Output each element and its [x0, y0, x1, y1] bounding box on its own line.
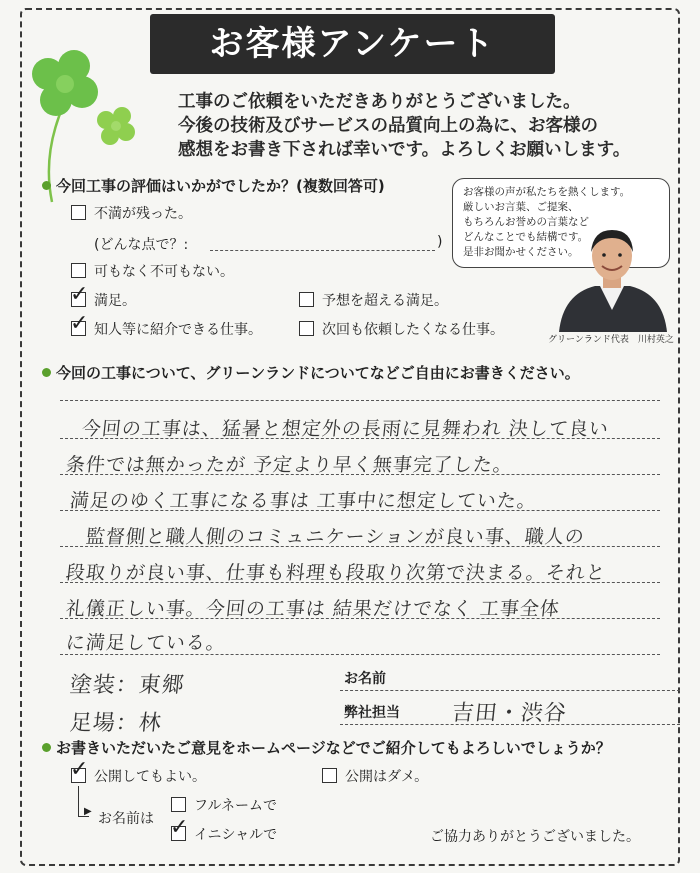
intro-line: 工事のご依頼をいただきありがとうございました。 — [178, 92, 581, 112]
handwritten-line: 礼儀正しい事。今回の工事は 結果だけでなく 工事全体 — [64, 598, 562, 620]
thanks-text: ご協力ありがとうございました。 — [430, 829, 640, 845]
option-label: (どんな点で？: — [94, 237, 189, 253]
bullet-icon — [42, 368, 51, 377]
close-paren: ) — [437, 234, 443, 250]
publish-ok-label: 公開してもよい。 — [94, 769, 206, 785]
handwritten-memo: 塗装：東郷 — [68, 673, 187, 698]
intro-line: 今後の技術及びサービスの品質向上の為に、お客様の — [178, 116, 598, 136]
name-label: お名前 — [344, 671, 386, 687]
check-mark-icon: ✓ — [170, 815, 189, 840]
option-label: 次回も依頼したくなる仕事。 — [322, 322, 504, 338]
option-label: 知人等に紹介できる仕事。 — [94, 322, 262, 338]
check-mark-icon: ✓ — [70, 282, 89, 307]
fullname-label: フルネームで — [194, 798, 278, 814]
representative-photo — [555, 224, 670, 332]
bubble-line: もちろんお誉めの言葉など — [463, 216, 589, 228]
handwritten-line: 監督側と職人側のコミュニケーションが良い事、職人の — [84, 526, 586, 548]
option-checkbox-neutral[interactable] — [71, 263, 86, 278]
bullet-icon — [42, 181, 51, 190]
option-checkbox-dissatisfied[interactable] — [71, 205, 86, 220]
staff-label: 弊社担当 — [344, 705, 400, 721]
q1-heading: 今回工事の評価はいかがでしたか？(複数回答可) — [56, 177, 385, 195]
option-label: 満足。 — [94, 293, 136, 309]
bullet-icon — [42, 743, 51, 752]
handwritten-line: 今回の工事は、猛暑と想定外の長雨に見舞われ 決して良い — [80, 418, 611, 440]
arrow-head-icon: ▶ — [84, 806, 92, 817]
option-label: 可もなく不可もない。 — [94, 264, 234, 280]
representative-caption: グリーンランド代表 川村英之 — [548, 335, 674, 345]
intro-line: 感想をお書き下されば幸いです。よろしくお願いします。 — [178, 140, 631, 160]
option-label: 不満が残った。 — [94, 206, 192, 222]
clover-small-icon — [92, 104, 142, 154]
name-format-label: お名前は — [98, 811, 154, 827]
bubble-line: どんなことでも結構です。 — [463, 231, 589, 243]
reason-line — [210, 250, 435, 251]
handwritten-memo: 足場：林 — [68, 711, 164, 736]
intro-text — [178, 90, 668, 162]
handwritten-line: 条件では無かったが 予定より早く無事完了した。 — [64, 454, 515, 476]
q2-heading: 今回の工事について、グリーンランドについてなどご自由にお書きください。 — [56, 364, 580, 382]
staff-value: 吉田・渋谷 — [450, 701, 569, 726]
publish-ng-label: 公開はダメ。 — [345, 769, 429, 785]
ruled-line — [60, 400, 660, 401]
name-line — [340, 690, 680, 691]
page-title: お客様アンケート — [209, 24, 496, 64]
check-mark-icon: ✓ — [70, 757, 89, 782]
handwritten-line: 満足のゆく工事になる事は 工事中に想定していた。 — [68, 490, 539, 512]
option-checkbox-exceeded[interactable] — [299, 292, 314, 307]
initial-label: イニシャルで — [194, 827, 278, 843]
q3-heading: お書きいただいたご意見をホームページなどでご紹介してもよろしいでしょうか？ — [56, 739, 611, 757]
fullname-checkbox[interactable] — [171, 797, 186, 812]
bubble-line: 厳しいお言葉、ご提案、 — [463, 201, 579, 213]
check-mark-icon: ✓ — [70, 311, 89, 336]
bubble-line: お客様の声が私たちを熱くします。 — [463, 186, 631, 198]
option-checkbox-repeat[interactable] — [299, 321, 314, 336]
bubble-line: 是非お聞かせください。 — [463, 246, 579, 258]
handwritten-line: に満足している。 — [64, 632, 228, 654]
publish-ng-checkbox[interactable] — [322, 768, 337, 783]
handwritten-line: 段取りが良い事、仕事も料理も段取り次第で決まる。それと — [64, 562, 608, 584]
option-label: 予想を超える満足。 — [322, 293, 448, 309]
staff-line — [340, 724, 680, 725]
